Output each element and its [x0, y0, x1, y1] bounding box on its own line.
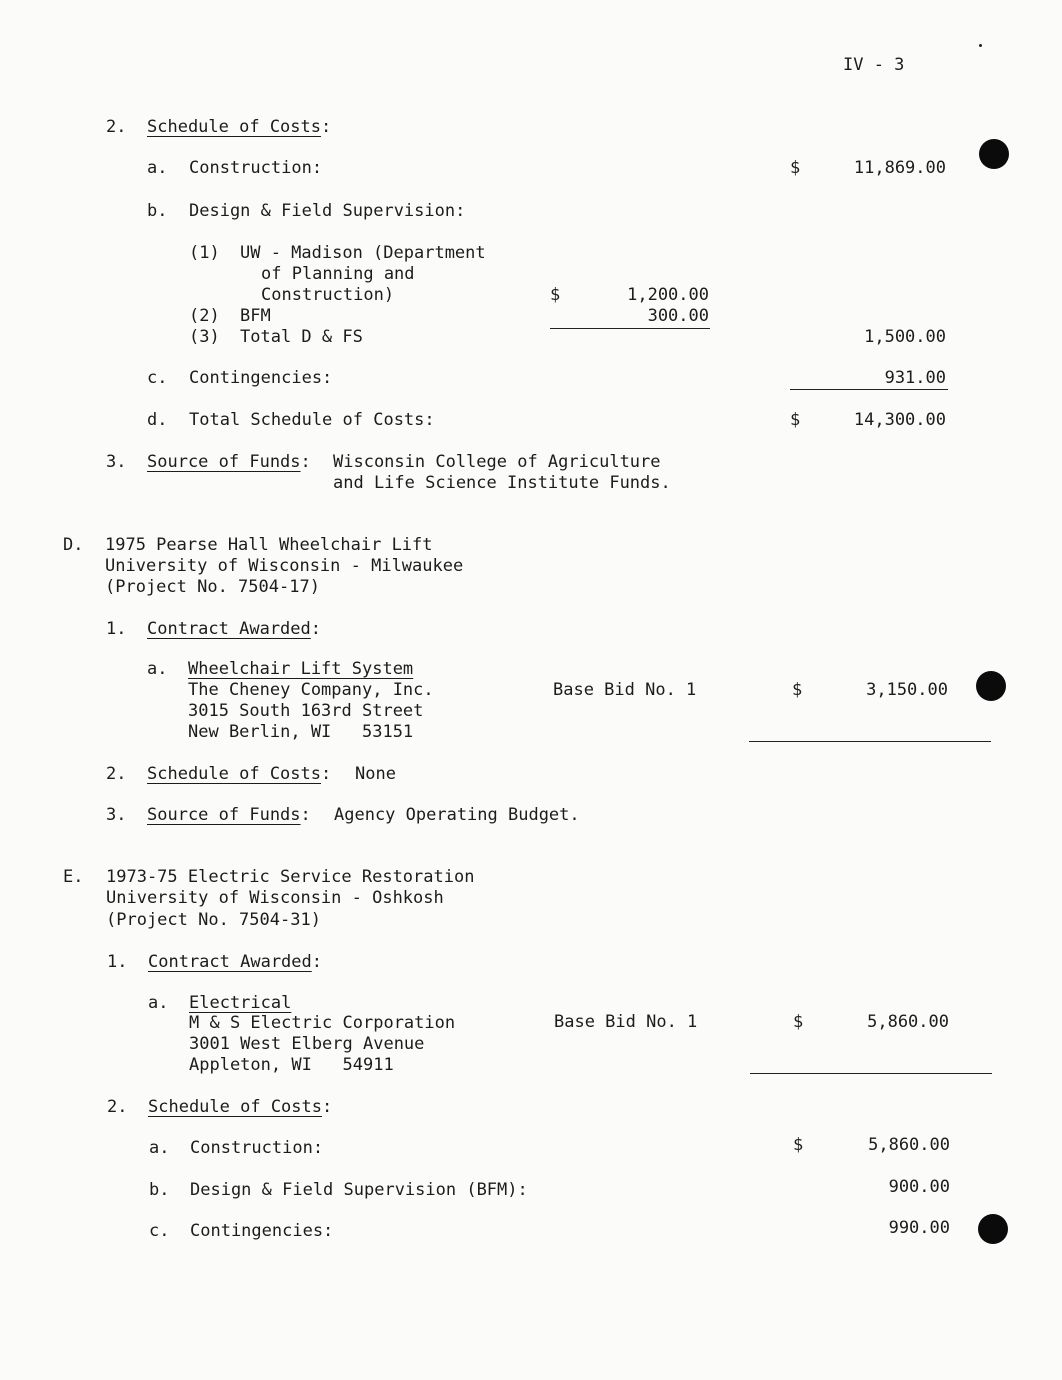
section-e-bid: Base Bid No. 1	[554, 1012, 698, 1032]
section-d-amount: 3,150.00	[866, 680, 948, 700]
source-number: 3.	[106, 452, 127, 472]
design-item-2-number: (2)	[189, 306, 220, 326]
section-e-contract-heading	[148, 952, 322, 972]
section-e-dollar: $	[793, 1012, 804, 1032]
section-e-construction-amount: 5,860.00	[868, 1135, 950, 1155]
section-d-dollar: $	[792, 680, 803, 700]
construction-letter: a.	[147, 158, 168, 178]
section-d-schedule-heading-text: Schedule of Costs	[147, 764, 321, 784]
design-item-1-line-2: of Planning and	[261, 264, 415, 284]
design-item-2-label: BFM	[240, 306, 271, 326]
section-e-contract-heading-colon: :	[311, 952, 323, 972]
section-e-design-label: Design & Field Supervision (BFM):	[190, 1180, 528, 1200]
design-item-1-line-1: UW - Madison (Department	[240, 243, 486, 263]
section-e-schedule-heading	[148, 1097, 332, 1117]
source-heading	[147, 452, 311, 472]
section-d-letter: D.	[63, 535, 84, 555]
design-label: Design & Field Supervision:	[189, 201, 466, 221]
design-item-1-amount: 1,200.00	[627, 285, 709, 305]
total-letter: d.	[147, 410, 168, 430]
design-letter: b.	[147, 201, 168, 221]
section-d-source-number: 3.	[106, 805, 127, 825]
design-item-1-number: (1)	[189, 243, 220, 263]
section-e-contingencies-letter: c.	[149, 1221, 170, 1241]
section-d-contract-heading	[147, 619, 321, 639]
schedule-heading-text: Schedule of Costs	[147, 117, 321, 137]
section-d-source-heading-colon: :	[300, 805, 311, 825]
section-e-company: M & S Electric Corporation	[189, 1013, 456, 1033]
total-label: Total Schedule of Costs:	[189, 410, 435, 430]
section-d-schedule-heading	[147, 764, 331, 784]
section-d-contract-heading-text: Contract Awarded	[147, 619, 311, 639]
section-e-contract-number: 1.	[107, 952, 128, 972]
punch-hole-bottom	[978, 1214, 1008, 1244]
contingencies-letter: c.	[147, 368, 168, 388]
section-d-source-heading	[147, 805, 311, 825]
section-d-title-line-3: (Project No. 7504-17)	[105, 577, 320, 597]
section-e-contingencies-label: Contingencies:	[190, 1221, 334, 1241]
section-e-letter: E.	[63, 867, 84, 887]
source-heading-text: Source of Funds	[147, 452, 301, 472]
section-d-company: The Cheney Company, Inc.	[188, 680, 434, 700]
construction-amount: 11,869.00	[853, 158, 946, 178]
section-d-schedule-heading-colon: :	[321, 764, 332, 784]
design-item-3-label: Total D & FS	[240, 327, 363, 347]
schedule-heading	[147, 117, 331, 137]
construction-label: Construction:	[189, 158, 323, 178]
total-amount: 14,300.00	[853, 410, 946, 430]
section-d-schedule-number: 2.	[106, 764, 127, 784]
section-e-design-amount: 900.00	[888, 1177, 950, 1197]
contingencies-amount: 931.00	[884, 368, 946, 388]
section-d-item-title: Wheelchair Lift System	[188, 659, 414, 679]
section-e-contingencies-amount: 990.00	[888, 1218, 950, 1238]
section-d-schedule-value: None	[355, 764, 396, 784]
punch-hole-middle	[976, 671, 1006, 701]
total-dollar: $	[790, 410, 801, 430]
section-d-amount-rule	[749, 741, 991, 742]
section-d-contract-heading-colon: :	[310, 619, 322, 639]
section-e-construction-letter: a.	[149, 1138, 170, 1158]
design-item-2-amount: 300.00	[647, 306, 709, 326]
section-d-address-1: 3015 South 163rd Street	[188, 701, 424, 721]
punch-hole-top	[979, 139, 1009, 169]
schedule-number: 2.	[106, 117, 127, 137]
design-item-1-dollar: $	[550, 285, 561, 305]
section-d-title-line-2: University of Wisconsin - Milwaukee	[105, 556, 464, 576]
section-e-construction-dollar: $	[793, 1135, 804, 1155]
section-e-title-line-1: 1973-75 Electric Service Restoration	[106, 867, 475, 887]
section-e-contract-heading-text: Contract Awarded	[148, 952, 312, 972]
section-e-title-line-3: (Project No. 7504-31)	[106, 910, 321, 930]
section-e-schedule-heading-text: Schedule of Costs	[148, 1097, 322, 1117]
section-d-bid: Base Bid No. 1	[553, 680, 697, 700]
construction-dollar: $	[790, 158, 801, 178]
design-item-3-amount: 1,500.00	[864, 327, 946, 347]
section-d-title-line-1: 1975 Pearse Hall Wheelchair Lift	[105, 535, 433, 555]
section-d-source-value: Agency Operating Budget.	[334, 805, 580, 825]
section-e-construction-label: Construction:	[190, 1138, 324, 1158]
section-d-source-heading-text: Source of Funds	[147, 805, 301, 825]
design-item-3-number: (3)	[189, 327, 220, 347]
contingencies-label: Contingencies:	[189, 368, 333, 388]
page-speck	[979, 44, 982, 47]
section-d-item-letter: a.	[147, 659, 168, 679]
source-line-2: and Life Science Institute Funds.	[333, 473, 671, 493]
design-subtotal-rule	[550, 328, 710, 329]
section-e-amount: 5,860.00	[867, 1012, 949, 1032]
page-number: IV - 3	[843, 55, 905, 75]
section-e-schedule-number: 2.	[107, 1097, 128, 1117]
section-e-schedule-heading-colon: :	[322, 1097, 333, 1117]
section-e-title-line-2: University of Wisconsin - Oshkosh	[106, 888, 444, 908]
source-heading-colon: :	[300, 452, 311, 472]
source-line-1: Wisconsin College of Agriculture	[333, 452, 661, 472]
section-d-address-2: New Berlin, WI 53151	[188, 722, 414, 742]
schedule-heading-colon: :	[321, 117, 332, 137]
design-item-1-line-3: Construction)	[261, 285, 395, 305]
section-e-amount-rule	[750, 1073, 992, 1074]
section-e-design-letter: b.	[149, 1180, 170, 1200]
contingencies-rule	[790, 389, 948, 390]
section-e-item-title: Electrical	[189, 993, 292, 1013]
section-d-contract-number: 1.	[106, 619, 127, 639]
section-e-address-1: 3001 West Elberg Avenue	[189, 1034, 425, 1054]
section-e-item-letter: a.	[148, 993, 169, 1013]
section-e-address-2: Appleton, WI 54911	[189, 1055, 394, 1075]
